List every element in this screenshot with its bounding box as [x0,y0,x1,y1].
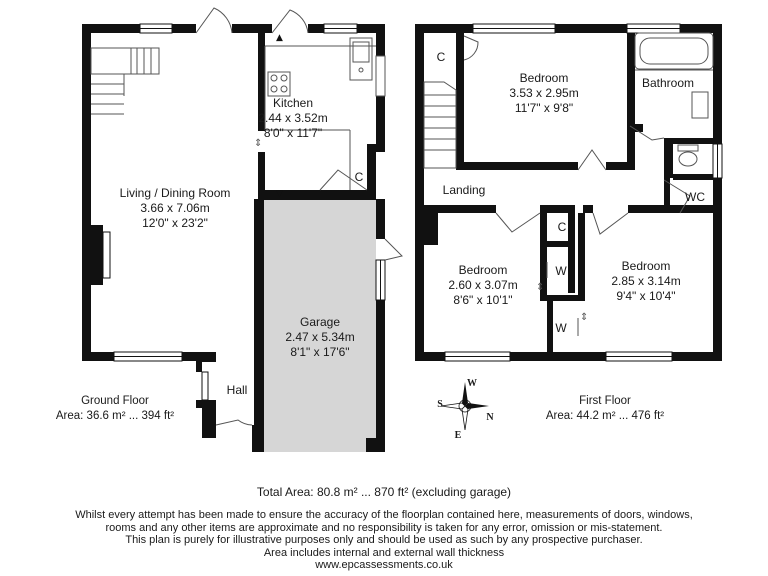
landing-label: Landing [442,183,486,197]
ground-stairs [91,48,159,114]
first-floor-stairs [424,82,456,168]
bathroom-label: Bathroom [641,76,695,90]
first-cupboard-b-label: C [557,220,567,234]
bedroom-top-metric: 3.53 x 2.95m [509,86,579,100]
bathroom-fittings [635,33,713,166]
kitchen-name: Kitchen [272,96,314,110]
wardrobe-b-label: W [555,321,567,335]
bedroom-top-name: Bedroom [519,71,569,85]
bedroom-right-name: Bedroom [621,259,671,273]
compass-s: S [437,399,443,410]
stair-arrow: ⇕ [254,138,263,149]
disclaimer-line: Whilst every attempt has been made to ensure the accuracy of the floorplan contained here, measurements of doors, windows, [75,509,693,521]
bedroom-right-imperial: 9'4" x 10'4" [616,289,676,303]
wardrobe-a-label: W [555,264,567,278]
compass-w: W [467,378,477,389]
ground-floor-name: Ground Floor [81,395,149,407]
disclaimer-line: This plan is purely for illustrative purposes only and should be used as such by any prospective purchaser. [125,534,643,547]
garage-label [270,315,370,360]
first-floor-area: Area: 44.2 m² ... 476 ft² [545,410,665,422]
compass-rose [441,382,489,430]
kitchen-imperial: 8'0" x 11'7" [263,126,323,140]
bedroom-top-imperial: 11'7" x 9'8" [514,101,574,115]
kitchen-arrow-down: ▼ [276,189,283,199]
living-label [100,186,250,231]
compass-n: N [486,412,494,423]
first-cupboard-a-label: C [436,50,446,64]
disclaimer-line: rooms and any other items are approximate and no responsibility is taken for any error, omission or mis-statement. [105,521,663,534]
kitchen-metric: 2.44 x 3.52m [258,111,328,125]
wc-label: WC [685,190,705,204]
bedroom-left-imperial: 8'6" x 10'1" [453,293,513,307]
ground-floor-caption [40,394,190,424]
disclaimer-line: Area includes internal and external wall thickness [263,546,505,559]
disclaimer [0,509,768,572]
garage-metric: 2.47 x 5.34m [285,330,355,344]
living-metric: 3.66 x 7.06m [140,201,210,215]
bedroom-left-metric: 2.60 x 3.07m [448,278,518,292]
bedroom-left-name: Bedroom [458,263,508,277]
bedroom-left-label [433,263,533,308]
bedroom-right-label [596,259,696,304]
website-link[interactable]: www.epcassessments.co.uk [315,559,453,572]
garage-name: Garage [299,315,341,329]
first-floor-name: First Floor [579,395,631,407]
garage-imperial: 8'1" x 17'6" [290,345,350,359]
wardrobe-arrow-a: ⇕ [536,282,545,293]
hall-label: Hall [226,383,248,397]
bedroom-right-metric: 2.85 x 3.14m [611,274,681,288]
compass-e: E [454,430,462,441]
kitchen-arrow-up: ▲ [276,33,283,43]
living-name: Living / Dining Room [119,186,231,200]
bedroom-top-label [494,71,594,116]
wardrobe-arrow-b: ⇕ [580,312,589,323]
living-imperial: 12'0" x 23'2" [142,216,208,230]
ground-floor-area: Area: 36.6 m² ... 394 ft² [55,410,175,422]
ground-cupboard-label: C [354,170,364,184]
first-floor-caption [530,394,680,424]
kitchen-label [254,96,332,141]
total-area: Total Area: 80.8 m² ... 870 ft² (excluding garage) [256,485,512,499]
